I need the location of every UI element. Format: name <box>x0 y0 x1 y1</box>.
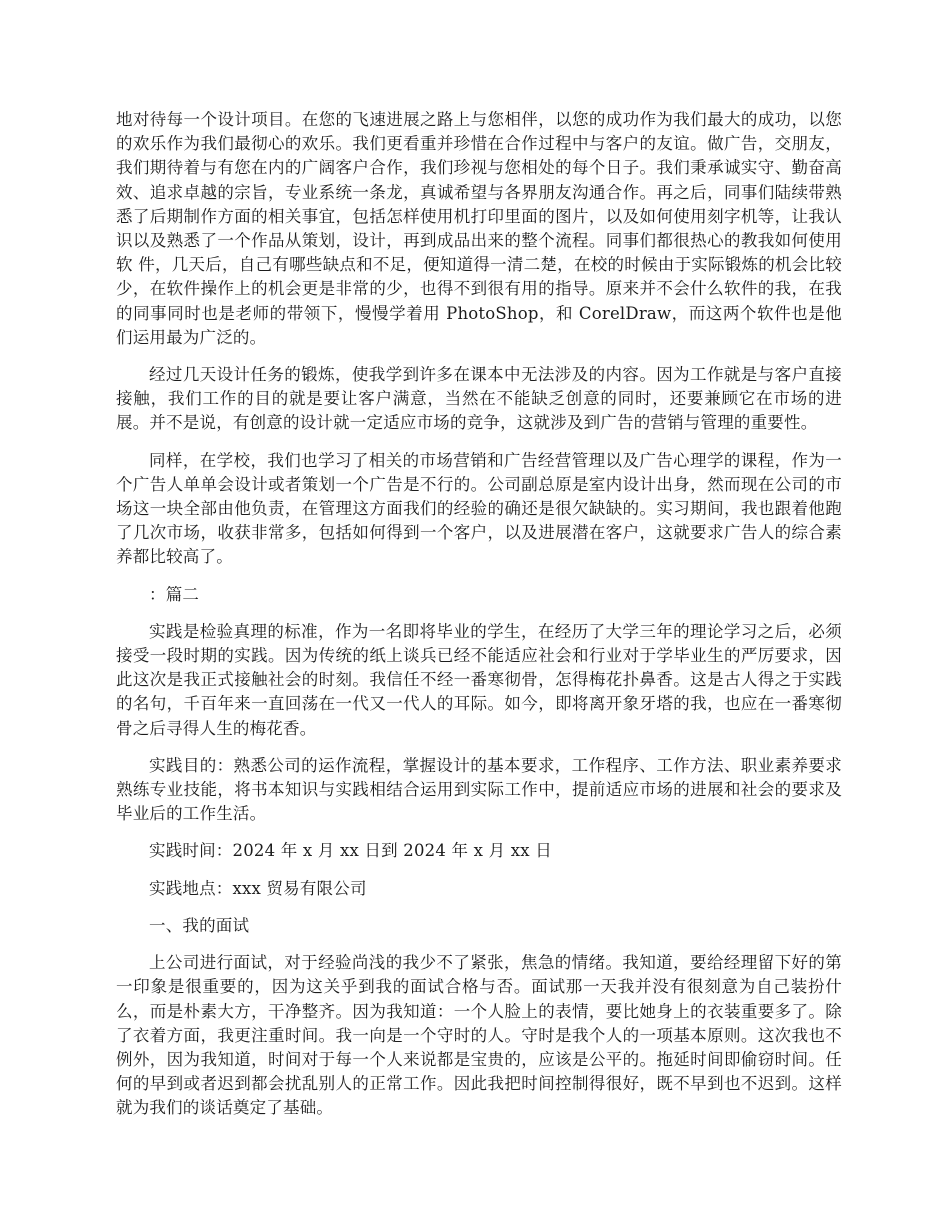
practice-location-line: 实践地点：xxx 贸易有限公司 <box>149 878 367 898</box>
body-paragraph-3: 同样，在学校，我们也学习了相关的市场营销和广告经营管理以及广告心理学的课程，作为一个广告人单单会设计或者策划一个广告是不行的。公司副总原是室内设计出身，然而现在公司的市场这一块全部由他负责，在管理这方面我们的经验的确还是很欠缺缺的。实习期间，我也跟着他跑了几次市场，收获非常多，包括如何得到一个客户，以及进展潜在客户，这就要求广告人的综合素养都比较高了。 <box>116 450 842 567</box>
body-paragraph-1: 地对待每一个设计项目。在您的飞速进展之路上与您相伴，以您的成功作为我们最大的成功，以您的欢乐作为我们最彻心的欢乐。我们更看重并珍惜在合作过程中与客户的友谊。做广告，交朋友，我们期待着与有您在内的广阔客户合作，我们珍视与您相处的每个日子。我们秉承诚实守、勤奋高效、追求卓越的宗旨，专业系统一条龙，真诚希望与各界朋友沟通合作。再之后，同事们陆续带熟悉了后期制作方面的相关事宜，包括怎样使用机打印里面的图片，以及如何使用刻字机等，让我认识以及熟悉了一个作品从策划，设计，再到成品出来的整个流程。同事们都很热心的教我如何使用软 件，几天后，自己有哪些缺点和不足，便知道得一清二楚，在校的时候由于实际锻炼的机会比较少，在软件操作上的机会更是非常的少，也得不到很有用的指导。原来并不会什么软件的我，在我的同事同时也是老师的带领下，慢慢学着用 PhotoShop，和 CorelDraw，而这两个软件也是他们运用最为广泛的。 <box>116 110 842 347</box>
section-heading-part-two: ：篇二 <box>149 584 200 604</box>
practice-time-line: 实践时间：2024 年 x 月 xx 日到 2024 年 x 月 xx 日 <box>149 841 552 861</box>
document-page <box>116 108 842 1134</box>
interview-paragraph: 上公司进行面试，对于经验尚浅的我少不了紧张，焦急的情绪。我知道，要给经理留下好的第一印象是很重要的，因为这关乎到我的面试合格与否。面试那一天我并没有很刻意为自己装扮什么，而是朴素大方，干净整齐。因为我知道：一个人脸上的表情，要比她身上的衣装重要多了。除了衣着方面，我更注重时间。我一向是一个守时的人。守时是我个人的一项基本原则。这次我也不例外，因为我知道，时间对于每一个人来说都是宝贵的，应该是公平的。拖延时间即偷窃时间。任何的早到或者迟到都会扰乱别人的正常工作。因此我把时间控制得很好，既不早到也不迟到。这样就为我们的谈话奠定了基础。 <box>116 953 842 1118</box>
body-paragraph-2: 经过几天设计任务的锻炼，使我学到许多在课本中无法涉及的内容。因为工作就是与客户直接接触，我们工作的目的就是要让客户满意，当然在不能缺乏创意的同时，还要兼顾它在市场的进展。并不是说，有创意的设计就一定适应市场的竞争，这就涉及到广告的营销与管理的重要性。 <box>116 365 842 433</box>
practice-purpose-paragraph: 实践目的：熟悉公司的运作流程，掌握设计的基本要求，工作程序、工作方法、职业素养要求熟练专业技能，将书本知识与实践相结合运用到实际工作中，提前适应市场的进展和社会的要求及毕业后的工作生活。 <box>116 755 842 824</box>
body-paragraph-4: 实践是检验真理的标准，作为一名即将毕业的学生，在经历了大学三年的理论学习之后，必须接受一段时期的实践。因为传统的纸上谈兵已经不能适应社会和行业对于学毕业生的严厉要求，因此这次是我正式接触社会的时刻。我信任不经一番寒彻骨，怎得梅花扑鼻香。这是古人得之于实践的名句，千百年来一直回荡在一代又一代人的耳际。如今，即将离开象牙塔的我，也应在一番寒彻骨之后寻得人生的梅花香。 <box>116 621 842 738</box>
section-heading-interview: 一、我的面试 <box>149 915 250 935</box>
